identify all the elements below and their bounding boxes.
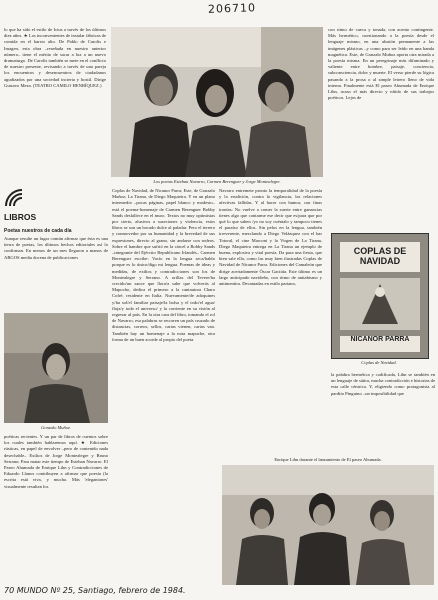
- book-cover-illustration: [332, 274, 428, 334]
- book-cover-caption: Coplas de Navidad.: [361, 360, 397, 365]
- book-cover-author: NICANOR PARRA: [340, 336, 420, 352]
- col3-text: Navarro entremete pronto la temporalidad de la poesía y la erudición, contra la vigilancia, las relaciones afectivas fallidas. Y al hacer con humor, con finas ironías: No vuelve a comer la suerte entre ganancias tienes algo que contarme ese decir que es/para que por qué lo que saben /yo no soy cuéntalo y tampoco tienes el paraíso de ellos. Sin pelos en la lengua, también irreverente, mezclando a Diego Velázquez con el bar Totoral, el cine Marconi y la Virgen de La Tirana, Diego Maquieira entrega en La Tirana un ejemplo de buena, explosiva y vital poesía. Da para una fiesta, que bien sale ella, como las muy bien ilustradas Coplas de Navidad de Nicanor Parra. Ediciones del Camaleón que dirige acertadamente Óscar Gacitúa. Este último es un largo anticipado navideño, con ritmo de antiabismo y antimentira. Decantadas en estilo pariano,: [219, 188, 322, 287]
- col4-right-text: la palabra hermética y codificada, Lihn se también en un lenguaje de sátira, mucha contradicción e historias de esta calle céntrica. Y, eligiendo como protagonista al pardito Pinguino –un imposibilidad que: [331, 372, 435, 396]
- poets-photo-image: [111, 27, 323, 177]
- handwritten-footer: 70 MUNDO Nº 25, Santiago, febrero de 1984.: [4, 586, 186, 595]
- book-cover: [331, 233, 429, 359]
- lihn-photo: [222, 465, 434, 585]
- poets-photo-caption: Los poetas Esteban Navarro, Carmen Berenguer y Jorge Montealegre.: [153, 179, 281, 184]
- rainbow-icon: [4, 188, 24, 208]
- munoz-caption: Gonzalo Muñoz.: [41, 425, 71, 430]
- poets-photo: [111, 27, 323, 177]
- col4-top-text: con ritmo de cueca y tonada, con acento contingente. Más hermético, cuestionando a la poesía desde el lenguaje mismo, en una alusión permanente a las imágenes plásticas –y como para ser leído en una banda magnética. Este, de Gonzalo Muñoz aporta otra mirada a la poesía misma. En un peregrinaje más difuminado y valiente entre hombre, paisaje, conciencia, subconsciencia, dolor y muerte. El verso pierde su lógica pasando a la prosa o al simple letrero lleno de vida interna. Finalmente está El paseo Ahumada de Enrique Lihn, acaso el más directo y nítido de sus trabajos poéticos. Lejos de: [328, 27, 434, 101]
- section-subtitle: Poetas nuestros de cada día: [4, 228, 72, 234]
- col1-top-text: lo que ha sido el estilo de Ictus a través de los últimos diez años. ★ Los inconvenientes de instalar fábricas de comida en el barrio alto. De Pablo de Carolis e Imagen, esta obra –reseñada en nuestro anterior número– tiene el mérito de sacar a luz a un nuevo dramaturgo. De Carolis también se mete en el conflicto de nuestro presente, revisando a través de una pareja los encuentros y desencuentros de ciudadanos agudizados por una sociedad incierta y hostil. Dirige Gustavo Meza. (TEATRO CAMILO HENRÍQUEZ.): [4, 27, 106, 88]
- book-cover-title: COPLAS DE NAVIDAD: [340, 242, 420, 272]
- section-title: LIBROS: [4, 212, 37, 222]
- col1-bottom-text: poéticas recientes. Y un par de libros de cuentos sobre los cuales también hablaremos aquí. ★ Ediciones rústicas, en papel de envolver –pero de contenido nada desechable– Exilios de Jorge Montealegre y Bruno Serrano; Para matar este tiempo de Esteban Navarro. El Paseo Ahumada de Enrique Lihn y Contradicciones de Eduardo Llanos contribuyen a afirmar que poesía (la escrita está viva, y mucha. Más 'elegantones' visualmente resultan los: [4, 434, 108, 489]
- handwritten-number: 206710: [207, 1, 257, 16]
- col2-text: Coplas de Navidad, de Nicanor Parra; Este, de Gonzalo Muñoz; La Tirana, de Diego Maquieira. Y en un plano intermedio –pocas páginas, papel blanco y modesto– está el poema-homenaje de Carmen Berenguer Bobby Sands desfallece en el muro. Textos no muy optimistas por cierto, alusivos a suseciones y violencia, estos libros se son un bocado dulce al paladar. Pero el terrero y conmovedor por su humanidad y la brevedad de sus expresiones, directo al grano, sin andarse con rodeos. Sobre el hambre que sufrió en la cárcel a Bobby Sands –integrante del Ejército Republicano Irlandés– Carmen Berenguer escribe: Vacío en la lengua seca/hablo porque es lo único/digo mi lengua. Poemas de ideas y medidas, de exilios y contradicciones son los de Montealegre y Serrano. A orillas del Tevere/ha crecido/un sauce que llora/a sabe que volverás al Mapocho, dedica el primero a la cantautora Charo Cofré, residente en Italia. Nuevamente/de adoquines y/ha sol/el familiar paisaje/la bolsa y el todo/el agua/ floja/y todo el universo/ y la corriente en su visión al regresar al país. En la otra cara del libro, tomando el rol de Navarro, esa palabras se recorren un país cruzado de distancias, correos, sellos, cartas vienen, cartas van. También hay un homenaje a la nota mapuche, otra forma de un buen acorde al propio del poeta.: [112, 188, 215, 342]
- col1-books-text: Aunque resulte un lugar común afirmar que ésta es una tierra de poetas, los últimos hechos editoriales así lo confirman. En menos de un mes llegaron a manos de ARGOS media docena de publicaciones: [4, 236, 108, 260]
- munoz-photo: [4, 313, 108, 423]
- lihn-caption: Enrique Lihn durante el lanzamiento de El paseo Ahumada.: [274, 457, 382, 462]
